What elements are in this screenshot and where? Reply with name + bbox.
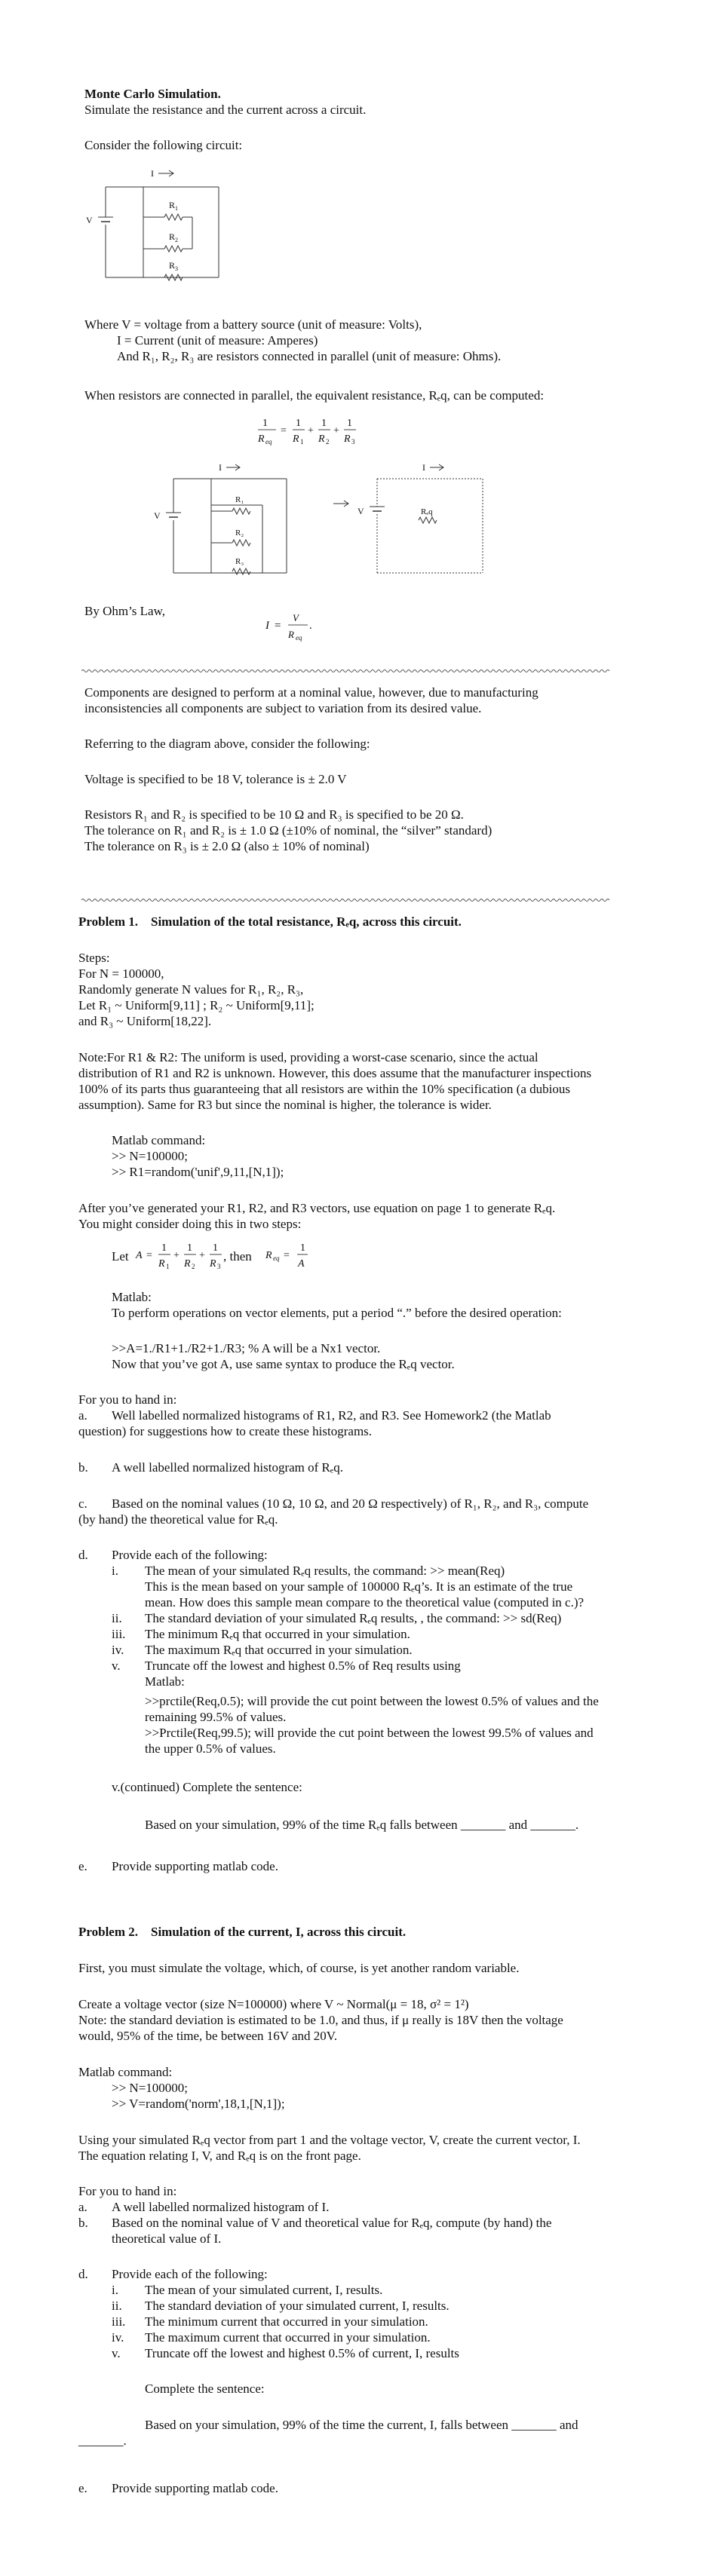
sub-item-text: The maximum Rₑq that occurred in your simulation. [145,1643,413,1657]
using-line: The equation relating I, V, and Rₑq is on the front page. [78,2149,361,2163]
sub-marker: ii. [112,2299,122,2313]
item-marker: a. [78,1408,87,1423]
sub-item-text: The maximum current that occurred in your simulation. [145,2330,431,2345]
matlab2-label: Matlab: [112,1290,152,1304]
note-line: Note:For R1 & R2: The uniform is used, providing a worst-case scenario, since the actual [78,1050,538,1064]
svg-text:3: 3 [217,1263,221,1270]
svg-text:1: 1 [213,1242,218,1254]
svg-text:R: R [258,433,265,445]
svg-text:1: 1 [347,418,352,429]
prctile-line: remaining 99.5% of values. [145,1710,287,1724]
svg-text:I: I [265,620,269,632]
matlab-code: >> N=100000; [112,2081,189,2095]
matlab2-text: To perform operations on vector elements, put a period “.” before the desired operation: [112,1306,562,1320]
note-line: assumption). Same for R3 but since the nominal is higher, the tolerance is wider. [78,1098,492,1112]
sub-marker: i. [112,1564,118,1578]
svg-text:1: 1 [166,1263,170,1270]
voltage-label-1: V [86,215,93,225]
components-line-2: inconsistencies all components are subject to variation from its desired value. [84,701,482,715]
matlab2-code: >>A=1./R1+1./R2+1./R3; % A will be a Nx1 vector. [112,1341,381,1355]
item-e-text: Provide supporting matlab code. [112,1859,278,1873]
where-line-1: Where V = voltage from a battery source (unit of measure: Volts), [84,317,422,332]
tolerance-r3: The tolerance on R₃ is ± 2.0 Ω (also ± 10% of nominal) [84,839,370,853]
problem-1-heading: Simulation of the total resistance, Rₑq, across this circuit. [151,914,462,929]
sub-item-text: Truncate off the lowest and highest 0.5% of current, I, results [145,2346,459,2360]
svg-text:eq: eq [265,438,272,446]
item-d-text: Provide each of the following: [112,2267,268,2281]
page-title: Monte Carlo Simulation. [84,87,221,101]
item-marker: a. [78,2200,87,2214]
complete-sentence: Based on your simulation, 99% of the time the current, I, falls between _______ and [145,2418,578,2432]
r1-label: $R_1$ [169,200,179,212]
ohm-formula [264,608,332,645]
components-line-1: Components are designed to perform at a nominal value, however, due to manufacturing [84,685,538,700]
using-line: Using your simulated Rₑq vector from part 1 and the voltage vector, V, create the current vector, I. [78,2133,581,2147]
svg-text:1: 1 [300,438,304,446]
prctile-line: >>Prctile(Req,99.5); will provide the cut point between the lowest 99.5% of values and [145,1726,594,1740]
item-marker: b. [78,1460,88,1475]
matlab-label: Matlab command: [112,1133,206,1147]
svg-text:2: 2 [326,438,330,446]
svg-text:=: = [284,1250,290,1261]
tolerance-r1r2: The tolerance on R₁ and R₂ is ± 1.0 Ω (±10% of nominal, the “silver” standard) [84,823,492,838]
matlab-label: Matlab command: [78,2065,173,2079]
sub-item-text: The mean of your simulated Rₑq results, the command: >> mean(Req) [145,1564,505,1578]
voltage-label-2a: V [154,510,161,521]
item-c-text: Based on the nominal values (10 Ω, 10 Ω, and 20 Ω respectively) of R₁, R₂, and R₃, compute [112,1496,589,1511]
svg-text:+: + [199,1250,205,1261]
item-marker: e. [78,2481,87,2495]
wavy-divider-2 [81,897,679,903]
ohm-text: By Ohm’s Law, [84,604,166,618]
svg-text:R: R [293,433,299,445]
current-label-1: I [151,168,154,179]
svg-text:A: A [298,1258,305,1270]
matlab-code: >> V=random('norm',18,1,[N,1]); [112,2097,285,2111]
steps-line: Let R₁ ~ Uniform[9,11] ; R₂ ~ Uniform[9,11]; [78,998,315,1012]
circuit-diagram-1 [75,166,272,294]
after-line: You might consider doing this in two steps: [78,1217,302,1231]
svg-text:+: + [173,1250,180,1261]
steps-line: Steps: [78,951,110,965]
svg-text:1: 1 [161,1242,167,1254]
then-text: , then [223,1249,252,1263]
sub-marker: v. [112,1659,121,1673]
svg-text:.: . [309,620,312,632]
resistor-spec: Resistors R₁ and R₂ is specified to be 10 Ω and R₃ is specified to be 20 Ω. [84,807,464,822]
problem-2-number: Problem 2. [78,1925,139,1939]
sub-item-text: The minimum Rₑq that occurred in your simulation. [145,1627,410,1641]
sub-marker: iv. [112,1643,124,1657]
complete-sentence-2: _______. [78,2434,127,2448]
matlab-code: >> N=100000; [112,1149,189,1163]
svg-text:+: + [308,425,314,436]
current-label-2b: I [422,462,425,473]
note-line: 100% of its parts thus guaranteeing that all resistors are within the 10% specification (a dubious [78,1082,570,1096]
steps-line: For N = 100000, [78,966,164,981]
svg-text:A: A [136,1250,143,1261]
sub-item-text: This is the mean based on your sample of 100000 Rₑq’s. It is an estimate of the true [145,1579,573,1594]
complete-label: Complete the sentence: [145,2381,265,2396]
let-text: Let [112,1249,129,1263]
item-c-text-2: (by hand) the theoretical value for Rₑq. [78,1512,278,1527]
create-line: Create a voltage vector (size N=100000) where V ~ Normal(μ = 18, σ² = 1²) [78,1997,469,2011]
item-a-text: Well labelled normalized histograms of R1, R2, and R3. See Homework2 (the Matlab [112,1408,551,1423]
r2-label: $R_2$ [169,231,179,244]
svg-text:eq: eq [273,1254,280,1262]
svg-text:R: R [288,629,294,640]
svg-text:1: 1 [296,418,301,429]
complete-sentence: Based on your simulation, 99% of the time Rₑq falls between _______ and _______. [145,1818,579,1832]
hand-in-heading: For you to hand in: [78,2184,177,2198]
svg-text:1: 1 [187,1242,192,1254]
svg-text:=: = [281,425,287,436]
item-b-text: A well labelled normalized histogram of Rₑq. [112,1460,343,1475]
where-line-3: And R₁, R₂, R₃ are resistors connected in parallel (unit of measure: Ohms). [117,349,502,363]
req-eq-formula [264,1238,324,1276]
sub-item-text: mean. How does this sample mean compare to the theoretical value (computed in c.)? [145,1595,585,1610]
matlab2-text: Now that you’ve got A, use same syntax to produce the Rₑq vector. [112,1357,455,1371]
sub-marker: iii. [112,1627,126,1641]
consider-text: Consider the following circuit: [84,138,243,152]
sub-item-text: The standard deviation of your simulated Rₑq results, , the command: >> sd(Req) [145,1611,562,1625]
voltage-label-2b: V [357,506,364,516]
svg-text:V: V [293,612,299,623]
item-a-text-2: question) for suggestions how to create these histograms. [78,1424,373,1438]
sub-marker: iv. [112,2330,124,2345]
svg-text:eq: eq [296,634,302,642]
v-continued: v.(continued) Complete the sentence: [112,1780,302,1794]
sub-item-text: The standard deviation of your simulated current, I, results. [145,2299,450,2313]
item-marker: c. [78,1496,87,1511]
create-line: would, 95% of the time, be between 16V and 20V. [78,2029,338,2043]
prctile-line: the upper 0.5% of values. [145,1741,276,1756]
referring-text: Referring to the diagram above, consider the following: [84,737,370,751]
steps-line: and R₃ ~ Uniform[18,22]. [78,1014,212,1028]
problem-2-heading: Simulation of the current, I, across this circuit. [151,1925,407,1939]
item-d-text: Provide each of the following: [112,1548,268,1562]
circuit-diagram-2 [151,460,528,588]
svg-text:R: R [318,433,325,445]
matlab-code: >> R1=random('unif',9,11,[N,1]); [112,1165,284,1179]
sub-marker: i. [112,2283,118,2297]
current-label-2a: I [219,462,222,473]
r2-label-2: R₂ [235,528,244,538]
svg-text:+: + [333,425,339,436]
item-marker: e. [78,1859,87,1873]
item-b-text: Based on the nominal value of V and theoretical value for Rₑq, compute (by hand) the [112,2216,552,2230]
svg-text:R: R [158,1258,165,1270]
wavy-divider-1 [81,668,679,674]
first-text: First, you must simulate the voltage, which, of course, is yet another random variable. [78,1961,520,1975]
r3-label: $R_3$ [169,260,179,272]
voltage-spec: Voltage is specified to be 18 V, tolerance is ± 2.0 V [84,772,347,786]
svg-text:R: R [210,1258,216,1270]
after-line: After you’ve generated your R1, R2, and R3 vectors, use equation on page 1 to generate Rₑq. [78,1201,556,1215]
item-marker: d. [78,2267,88,2281]
parallel-text: When resistors are connected in parallel, the equivalent resistance, Rₑq, can be computed: [84,388,545,403]
req-label-2: Rₑq [421,507,433,516]
svg-text:1: 1 [321,418,327,429]
svg-text:2: 2 [192,1263,195,1270]
problem-1-number: Problem 1. [78,914,139,929]
svg-text:1: 1 [262,418,268,429]
svg-text:=: = [146,1250,152,1261]
sub-item-text: The mean of your simulated current, I, results. [145,2283,383,2297]
item-marker: d. [78,1548,88,1562]
hand-in-heading: For you to hand in: [78,1392,177,1407]
svg-text:R: R [344,433,351,445]
svg-text:R: R [265,1250,272,1261]
svg-text:1: 1 [300,1242,305,1254]
svg-text:3: 3 [351,438,355,446]
note-line: distribution of R1 and R2 is unknown. However, this does assume that the manufacturer inspections [78,1066,592,1080]
where-line-2: I = Current (unit of measure: Amperes) [117,333,318,348]
sub-item-text: Matlab: [145,1674,185,1689]
sub-marker: v. [112,2346,121,2360]
prctile-line: >>prctile(Req,0.5); will provide the cut point between the lowest 0.5% of values and the [145,1694,599,1708]
item-marker: b. [78,2216,88,2230]
sub-marker: ii. [112,1611,122,1625]
r1-label-2: R₁ [235,495,244,504]
r3-label-2: R₃ [235,557,244,566]
item-e-text: Provide supporting matlab code. [112,2481,278,2495]
item-b-text-2: theoretical value of I. [112,2231,222,2246]
req-formula [256,413,385,451]
item-a-text: A well labelled normalized histogram of I. [112,2200,330,2214]
sub-item-text: The minimum current that occurred in your simulation. [145,2314,428,2329]
steps-line: Randomly generate N values for R₁, R₂, R₃, [78,982,304,997]
sub-item-text: Truncate off the lowest and highest 0.5% of Req results using [145,1659,461,1673]
svg-text:R: R [184,1258,191,1270]
sub-marker: iii. [112,2314,126,2329]
subtitle: Simulate the resistance and the current across a circuit. [84,103,367,117]
svg-text:=: = [275,620,281,632]
create-line: Note: the standard deviation is estimated to be 1.0, and thus, if μ really is 18V then the voltage [78,2013,563,2027]
